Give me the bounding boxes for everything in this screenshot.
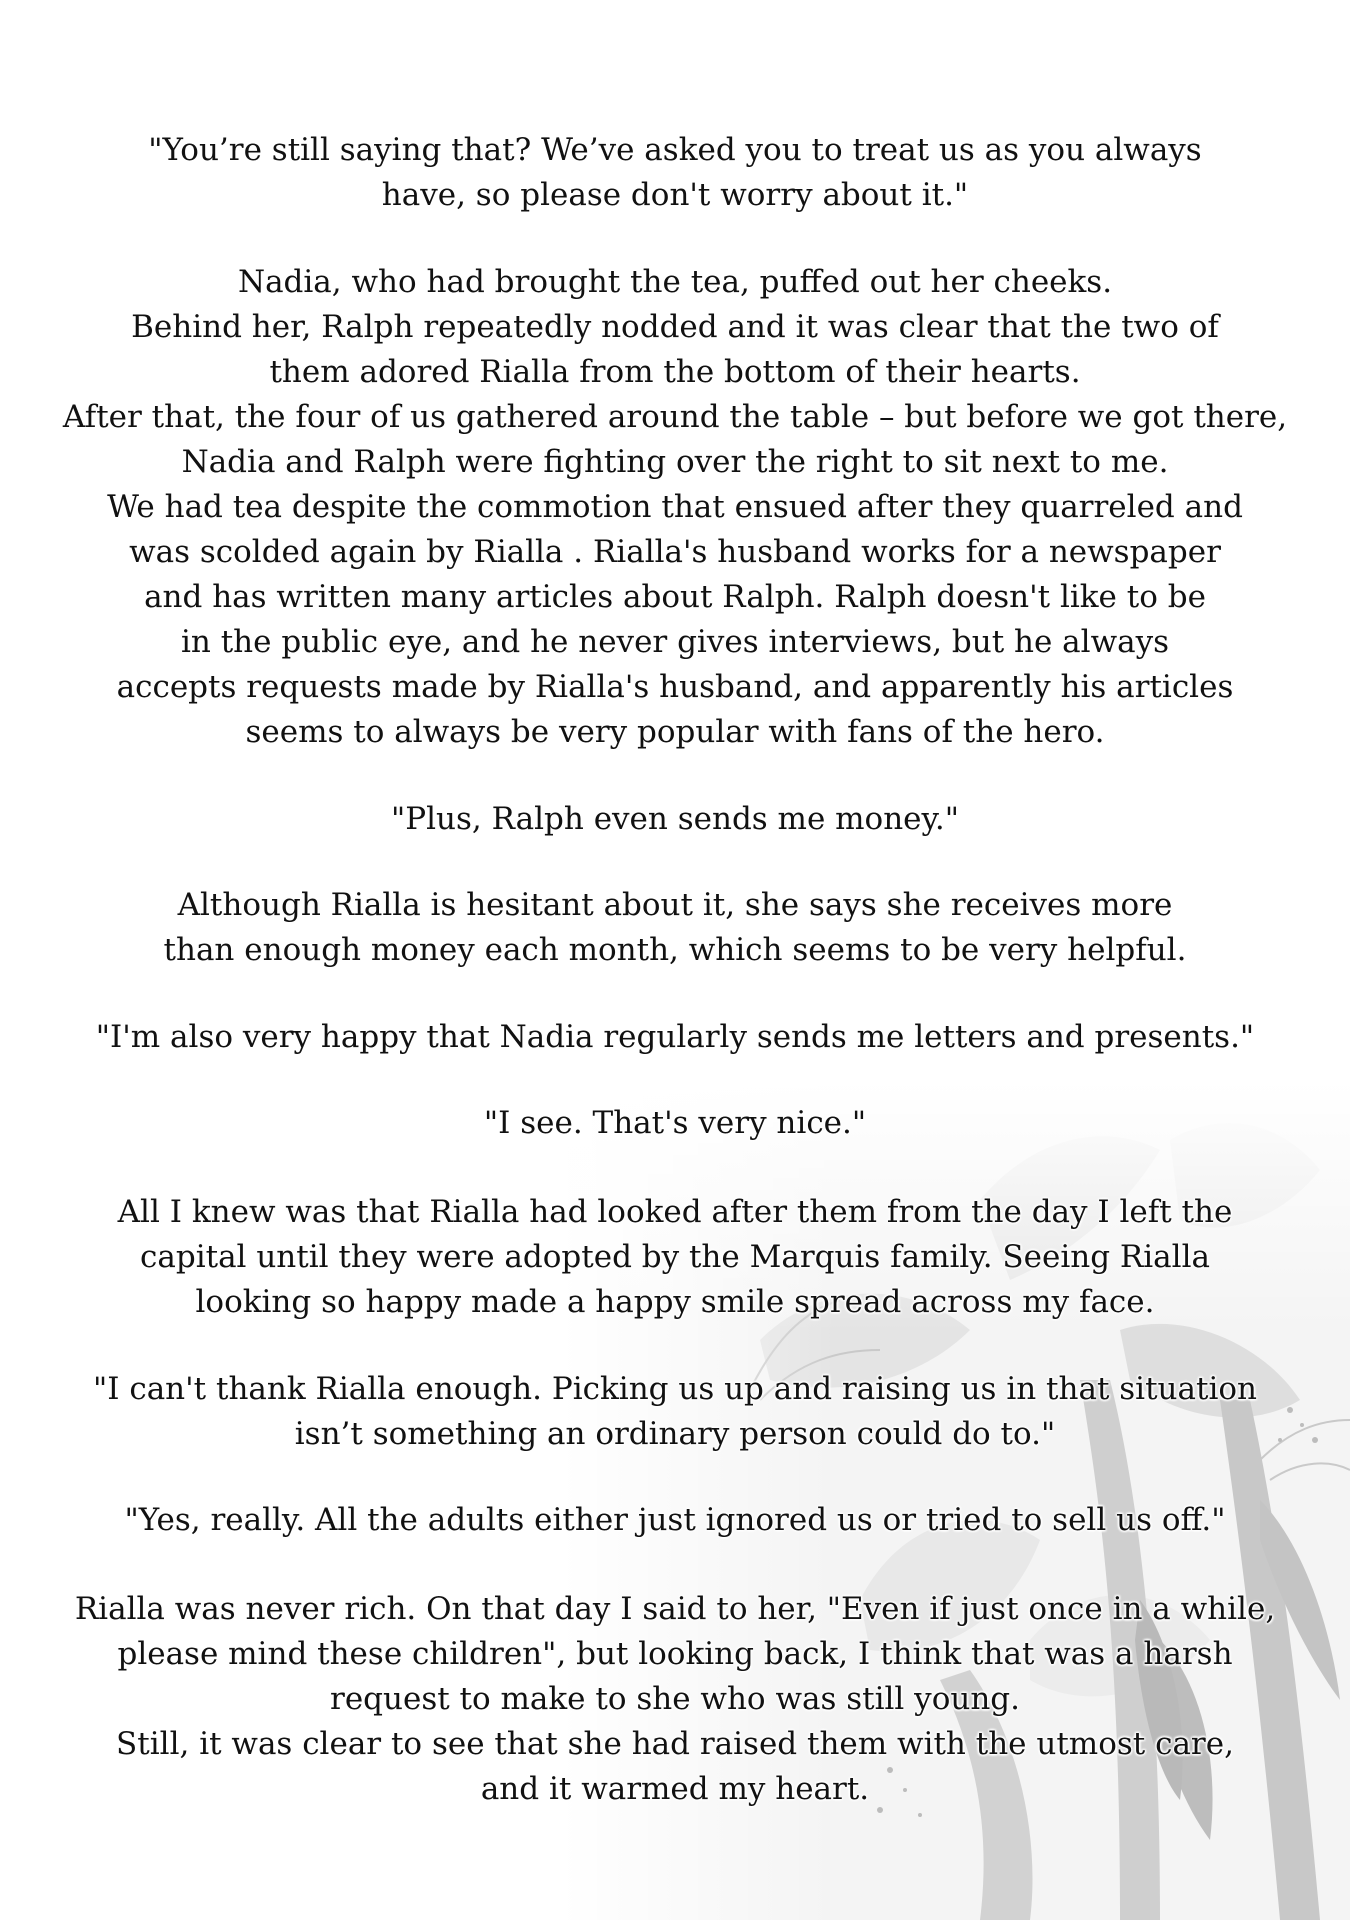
paragraph-line: "You’re still saying that? We’ve asked you to treat us as you always	[148, 132, 1202, 168]
paragraph-line: and has written many articles about Ralph. Ralph doesn't like to be	[144, 579, 1206, 615]
paragraph-line: isn’t something an ordinary person could do to."	[294, 1416, 1056, 1452]
paragraph-line: seems to always be very popular with fans of the hero.	[245, 714, 1105, 750]
paragraph-line: "I can't thank Rialla enough. Picking us up and raising us in that situation	[92, 1371, 1257, 1407]
paragraph-line: have, so please don't worry about it."	[381, 177, 969, 213]
paragraph-line: Behind her, Ralph repeatedly nodded and it was clear that the two of	[131, 309, 1219, 345]
paragraph-line: Nadia and Ralph were fighting over the right to sit next to me.	[181, 444, 1169, 480]
paragraph-line: please mind these children", but looking back, I think that was a harsh	[117, 1636, 1233, 1672]
paragraph-line: accepts requests made by Rialla's husband, and apparently his articles	[116, 669, 1234, 705]
paragraph-line: All I knew was that Rialla had looked after them from the day I left the	[117, 1194, 1233, 1230]
paragraph-line: than enough money each month, which seems to be very helpful.	[163, 932, 1187, 968]
paragraph-line: After that, the four of us gathered around the table – but before we got there,	[62, 399, 1288, 435]
paragraph-line: Still, it was clear to see that she had raised them with the utmost care,	[116, 1726, 1234, 1762]
paragraph-line: "I see. That's very nice."	[483, 1105, 867, 1141]
paragraph-line: request to make to she who was still young.	[330, 1681, 1020, 1717]
paragraph-line: Nadia, who had brought the tea, puffed out her cheeks.	[237, 264, 1113, 300]
paragraph-line: "Yes, really. All the adults either just ignored us or tried to sell us off."	[124, 1502, 1226, 1538]
paragraph-line: "I'm also very happy that Nadia regularly sends me letters and presents."	[95, 1019, 1255, 1055]
paragraph-line: capital until they were adopted by the Marquis family. Seeing Rialla	[140, 1239, 1210, 1275]
paragraph-line: them adored Rialla from the bottom of their hearts.	[269, 354, 1081, 390]
paragraph-line: was scolded again by Rialla . Rialla's husband works for a newspaper	[129, 534, 1221, 570]
paragraph-line: and it warmed my heart.	[480, 1771, 870, 1807]
paragraph-line: Rialla was never rich. On that day I said to her, "Even if just once in a while,	[74, 1591, 1276, 1627]
paragraph-line: We had tea despite the commotion that ensued after they quarreled and	[107, 489, 1243, 525]
paragraph-line: in the public eye, and he never gives interviews, but he always	[180, 624, 1170, 660]
paragraph-line: Although Rialla is hesitant about it, she says she receives more	[177, 887, 1173, 923]
paragraph-line: looking so happy made a happy smile spread across my face.	[195, 1284, 1155, 1320]
paragraph-line: "Plus, Ralph even sends me money."	[390, 801, 960, 837]
